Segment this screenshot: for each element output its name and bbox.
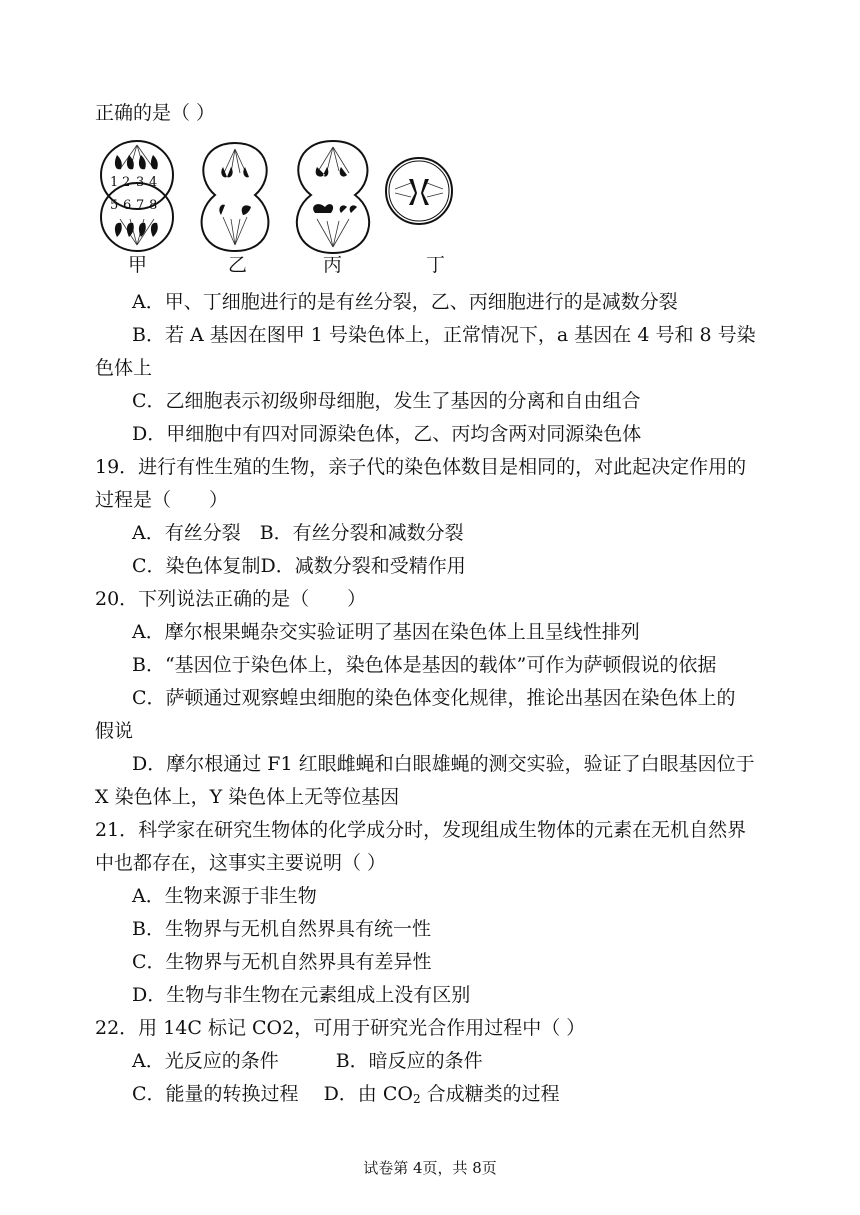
q18-option-b: B．若 A 基因在图甲 1 号染色体上，正常情况下，a 基因在 4 号和 8 号染 (132, 324, 756, 346)
q20-option-c-cont: 假说 (95, 720, 134, 742)
q22-options-row2 (132, 1081, 780, 1112)
q20-option-c: C．萨顿通过观察蝗虫细胞的染色体变化规律，推论出基因在染色体上的 (132, 687, 736, 709)
q18-option-d: D．甲细胞中有四对同源染色体，乙、丙均含两对同源染色体 (132, 423, 642, 445)
q20-option-a: A．摩尔根果蝇杂交实验证明了基因在染色体上且呈线性排列 (132, 621, 640, 643)
q20-option-d-cont: X 染色体上，Y 染色体上无等位基因 (95, 786, 400, 808)
q19-stem-cont: 过程是（ ） (95, 489, 229, 511)
q18-option-c: C．乙细胞表示初级卵母细胞，发生了基因的分离和自由组合 (132, 390, 641, 412)
cell-label-ding: 丁 (426, 254, 446, 276)
cell-label-bing: 丙 (323, 254, 343, 276)
q20-stem: 20．下列说法正确的是（ ） (95, 588, 367, 610)
q18-option-b-cont: 色体上 (95, 357, 153, 379)
q22-option-c-d-text: C．能量的转换过程 D．由 CO (132, 1083, 413, 1105)
jia-number-7: 7 (136, 198, 145, 213)
q21-stem: 21．科学家在研究生物体的化学成分时，发现组成生物体的元素在无机自然界 (95, 819, 747, 841)
cell-label-jia: 甲 (128, 254, 148, 276)
co2-subscript: 2 (412, 1092, 421, 1106)
cell-label-yi: 乙 (228, 254, 248, 276)
q19-stem: 19．进行有性生殖的生物，亲子代的染色体数目是相同的，对此起决定作用的 (95, 456, 747, 478)
q19-options-row2: C．染色体复制D．减数分裂和受精作用 (132, 555, 466, 577)
cell-ding-outline (386, 158, 452, 224)
jia-number-4: 4 (149, 175, 158, 190)
q18-stem-tail: 正确的是（ ） (95, 102, 216, 124)
q20-option-b: B．“基因位于染色体上，染色体是基因的载体”可作为萨顿假说的依据 (132, 654, 717, 676)
q22-option-d-tail: 合成糖类的过程 (420, 1083, 560, 1105)
jia-number-1: 1 (110, 175, 119, 190)
q21-option-b: B．生物界与无机自然界具有统一性 (132, 918, 431, 940)
cell-jia-lower (101, 183, 173, 251)
q20-option-d: D．摩尔根通过 F1 红眼雌蝇和白眼雄蝇的测交实验，验证了白眼基因位于 (132, 753, 755, 775)
jia-number-5: 5 (110, 198, 119, 213)
q21-stem-cont: 中也都存在，这事实主要说明（ ） (95, 852, 387, 874)
q21-option-c: C．生物界与无机自然界具有差异性 (132, 951, 432, 973)
cell-bing-outline (297, 141, 369, 253)
jia-number-6: 6 (123, 198, 132, 213)
q22-stem: 22．用 14C 标记 CO2，可用于研究光合作用过程中（ ） (95, 1017, 586, 1039)
page-footer: 试卷第 4页，共 8页 (363, 1159, 497, 1177)
jia-number-3: 3 (136, 175, 145, 190)
q19-options-row1: A．有丝分裂 B．有丝分裂和减数分裂 (132, 522, 464, 544)
q22-options-row1: A．光反应的条件 B．暗反应的条件 (132, 1050, 483, 1072)
jia-number-8: 8 (149, 198, 158, 213)
cell-division-figure (95, 133, 475, 283)
jia-number-2: 2 (122, 175, 131, 190)
q21-option-d: D．生物与非生物在元素组成上没有区别 (132, 984, 471, 1006)
q21-option-a: A．生物来源于非生物 (132, 885, 317, 907)
cell-yi-outline (202, 143, 269, 251)
q18-option-a: A．甲、丁细胞进行的是有丝分裂，乙、丙细胞进行的是减数分裂 (132, 291, 678, 313)
